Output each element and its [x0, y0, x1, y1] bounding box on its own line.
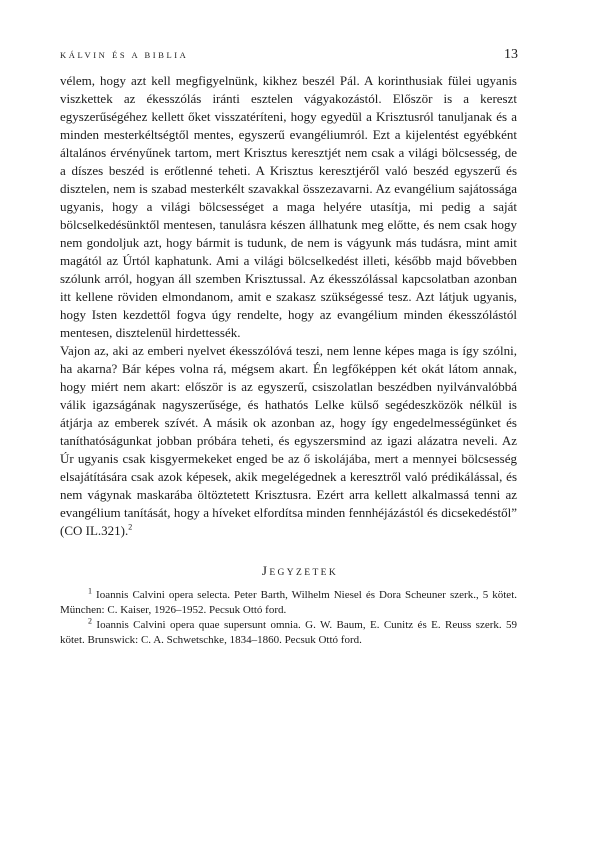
- running-title: KÁLVIN ÉS A BIBLIA: [60, 50, 189, 60]
- note-item: [60, 618, 517, 648]
- note-marker: 1: [88, 586, 92, 596]
- paragraph-1: vélem, hogy azt kell megfigyelnünk, kikhez beszél Pál. A korinthusiak fülei ugyanis viszkettek az ékesszólás iránti esztelen vágyakozástól. Először is a kereszt egyszerűségéhez kellett őket visszatéríteni, hogy egyedül a Krisztusról tanuljanak és a minden mesterkéltségtől mentes, egyszerű evangéliumról. Ezt a kijelentést egyébként általános érvényűnek tartom, mert Krisztus keresztjét nem csak a világi bölcsesség, de a díszes beszéd is erőtlenné teheti. A Krisztus keresztjéről való beszéd egyszerű és disztelen, nem is szabad mesterkélt szavakkal összezavarni. Az evangélium sajátossága ugyanis, hogy a világi bölcsességet a maga helyére utasítja, mi pedig a saját bölcselkedésünktől mentesen, tanulásra készen állhatunk meg előtte, és nem csak hogy nem gondoljuk azt, hogy bármit is tudunk, de nem is vágyunk más tudásra, mint amit magától az Úrtól kaphatunk. Ami a világi bölcselkedést illeti, később majd bővebben szólunk arról, hogyan áll szemben Krisztussal. Az ékesszólással kapcsolatban azonban itt kellene röviden elmondanom, amit e szakasz szükségessé tesz. Azt látjuk ugyanis, hogy Isten kezdettől fogva úgy rendelte, hogy az evangélium minden ékesszólástól mentesen, disztelenül hirdettessék.: [60, 73, 517, 340]
- notes-heading: JEGYZETEK: [261, 563, 339, 578]
- note-text: Ioannis Calvini opera selecta. Peter Barth, Wilhelm Niesel és Dora Scheuner szerk., 5 kötet. München: C. Kaiser, 1926–1952. Pecsuk Ottó ford.: [60, 589, 517, 616]
- note-marker: 2: [88, 616, 92, 626]
- notes-list: [60, 588, 517, 648]
- body-text: [60, 72, 517, 540]
- note-text: Ioannis Calvini opera quae supersunt omnia. G. W. Baum, E. Cunitz és E. Reuss szerk. 59 kötet. Brunswick: C. A. Schwetschke, 1834–1860. Pecsuk Ottó ford.: [60, 619, 518, 646]
- paragraph-2: [60, 342, 517, 540]
- running-header: [60, 47, 518, 63]
- note-item: [60, 588, 517, 618]
- footnote-reference[interactable]: 2: [128, 522, 133, 532]
- page-number: 13: [504, 47, 518, 62]
- paragraph-2-text: Vajon az, aki az emberi nyelvet ékesszólóvá teszi, nem lenne képes maga is így szólni, ha akarna? Bár képes volna rá, mégsem akart. Én legfőképpen két okát látom annak, hogy miért nem akart: először is az egyszerű, csiszolatlan beszédben nyilvánvalóbbá válik igazságának nagyszerűsége, és hathatós Lelke külső segédeszközök nélkül is átjárja az emberek szívét. A másik ok azonban az, hogy így engedelmességünket és taníthatóságunkat jobban próbára teheti, és egyszersmind az igazi alázatra neveli. Az Úr ugyanis csak kisgyermekeket enged be az ő iskolájába, mert a mennyei bölcsesség elsajátítására csak azok képesek, akik megelégednek a keresztről való prédikálással, és nem vágynak maskarába öltöztetett Krisztusra. Ezért arra kellett alkalmassá tenni az evangélium tanítását, hogy a híveket elfordítsa minden fennhéjázástól és dicsekedéstől” (CO IL.321).: [60, 343, 517, 538]
